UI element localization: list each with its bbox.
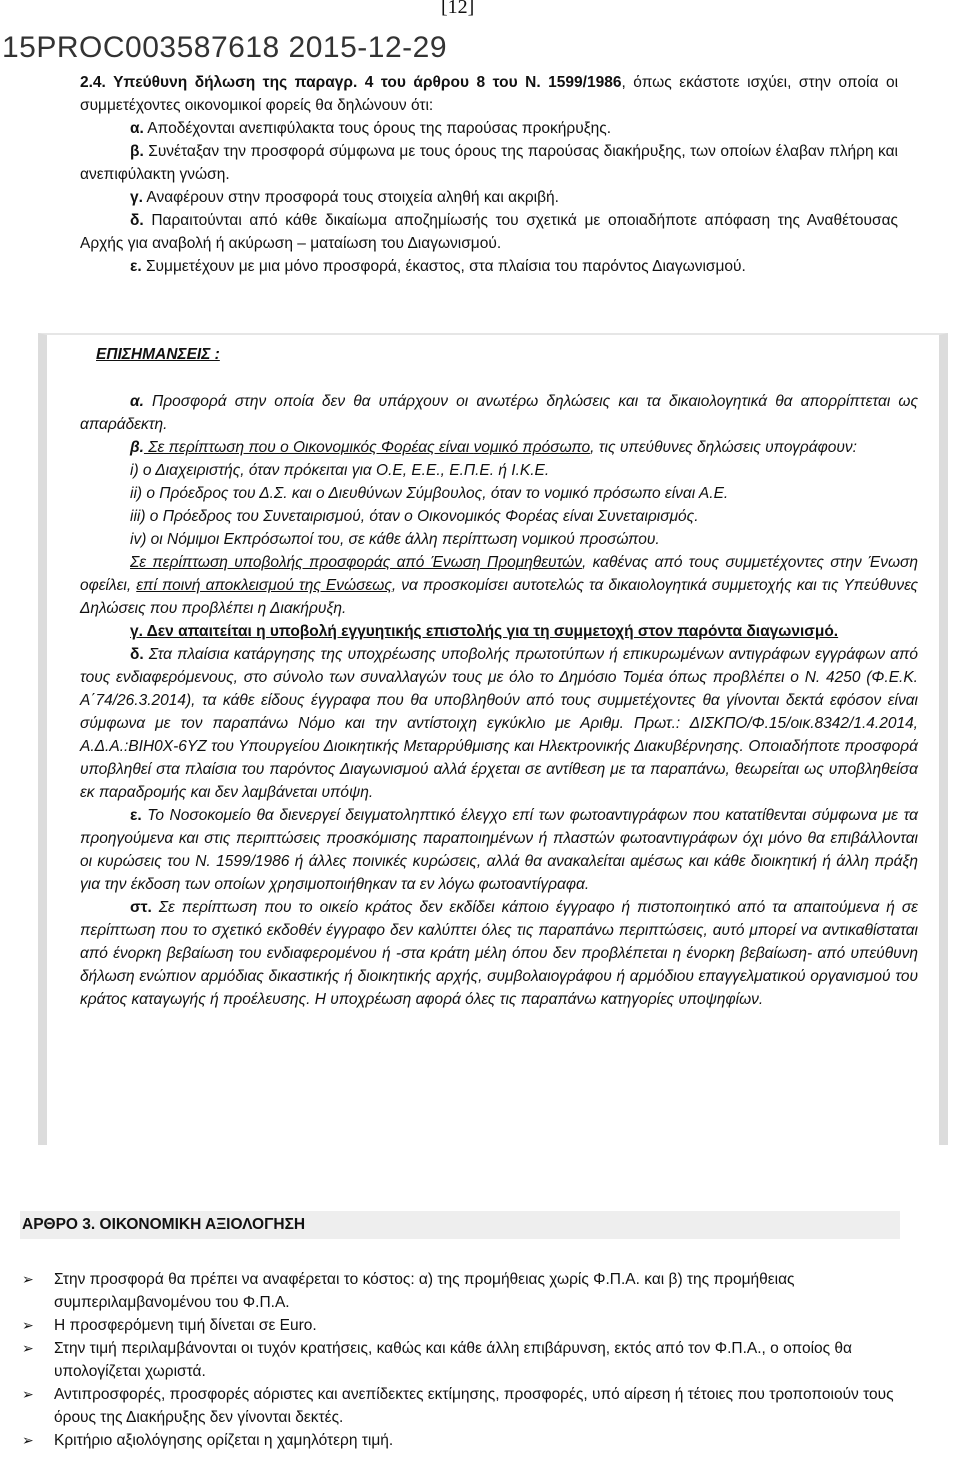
arrow-bullet-icon: ➢ (22, 1340, 34, 1356)
section-2-4 (80, 71, 898, 278)
page-number: [12] (441, 0, 475, 18)
declaration-item-a (80, 117, 898, 140)
bullet-text: Αντιπροσφορές, προσφορές αόριστες και ανεπίδεκτες εκτίμησης, προσφορές, υπό αίρεση ή τέτοιες που τροποποιούν τους όρους της Διακήρυξης δεν γίνονται δεκτές. (54, 1386, 894, 1426)
arrow-bullet-icon: ➢ (22, 1432, 34, 1448)
note-label: ε. (130, 807, 142, 824)
declaration-item-d (80, 209, 898, 255)
bullet-text: Στην προσφορά θα πρέπει να αναφέρεται το κόστος: α) της προμήθειας χωρίς Φ.Π.Α. και β) της προμήθειας συμπεριλαμβανομένου του Φ.Π.Α. (54, 1271, 795, 1311)
item-text: Αποδέχονται ανεπιφύλακτα τους όρους της παρούσας προκήρυξης. (143, 120, 612, 137)
section-2-4-title: 2.4. Υπεύθυνη δήλωση της παραγρ. 4 του άρθρου 8 του Ν. 1599/1986 (80, 74, 622, 91)
note-text: Προσφορά στην οποία δεν θα υπάρχουν οι ανωτέρω δηλώσεις και τα δικαιολογητικά θα απορρίπτεται ως απαράδεκτη. (80, 393, 918, 433)
declaration-item-e (80, 255, 898, 278)
role-iii: iii) ο Πρόεδρος του Συνεταιρισμού, όταν ο Οικονομικός Φορέας είναι Συνεταιρισμός. (130, 508, 699, 525)
bullet-text: Η προσφερόμενη τιμή δίνεται σε Euro. (54, 1317, 317, 1334)
note-text: Στα πλαίσια κατάργησης της υποχρέωσης υποβολής πρωτοτύπων ή επικυρωμένων αντιγράφων εγγράφων από τους ενδιαφερόμενους, στο σύνολο των συναλλαγών τους με όλο το Δημόσιο Τομέα όπως προβλέπει ο Ν. 4250 (Φ.Ε.Κ. Α΄74/26.3.2014), τα κάθε είδους έγγραφα που θα υποβληθούν από τους συμμετέχοντες θα γίνονται δεκτά εφόσον είναι σύμφωνα με τον παραπάνω Νόμο και την αντίστοιχη εγκύκλιο με Αριθμ. Πρωτ.: ΔΙΣΚΠΟ/Φ.15/οικ.8342/1.4.2014, Α.Δ.Α.:ΒΙΗ0Χ-6ΥΖ του Υπουργείου Διοικητικής Μεταρρύθμισης και Ηλεκτρονικής Διακυβέρνησης. Οποιαδήποτε προσφορά υποβληθεί στα πλαίσια του παρόντος Διαγωνισμού αλλά έρχεται σε αντίθεση με τα παραπάνω, θεωρείται ως υποβληθείσα εκ παραδρομής και δεν λαμβάνεται υπόψη. (80, 646, 918, 801)
document-id: 15PROC003587618 2015-12-29 (2, 31, 447, 64)
union-underlined: Σε περίπτωση υποβολής προσφοράς από Ένωση Προμηθευτών (130, 554, 582, 571)
section-2-4-intro-text: , όπως εκάστοτε ισχύει, στην οποία οι συμμετέχοντες οικονομικοί φορείς θα δηλώνουν ότι: (80, 74, 899, 114)
note-text: Σε περίπτωση που το οικείο κράτος δεν εκδίδει κάποιο έγγραφο ή πιστοποιητικό από τα απαιτούμενα ή σε περίπτωση που το σχετικό εκδοθέν έγγραφο δεν καλύπτει όλες τις παραπάνω περιπτώσεις, αυτό μπορεί να αντικαθίσταται από ένορκη βεβαίωση του ενδιαφερομένου ή -στα κράτη μέλη όπου δεν προβλέπεται η ένορκη βεβαίωση- από υπεύθυνη δήλωση ενώπιον αρμόδιας δικαστικής ή διοικητικής αρχής, συμβολαιογράφου ή αρμόδιου επαγγελματικού οργανισμού του κράτος καταγωγής ή προέλευσης. Η υποχρέωση αφορά όλες τις παραπάνω κατηγορίες υποψηφίων. (80, 899, 918, 1008)
bullet-item (22, 1314, 902, 1337)
arrow-bullet-icon: ➢ (22, 1271, 34, 1287)
bullet-item (22, 1337, 902, 1383)
note-a (80, 390, 918, 436)
note-label: δ. (130, 646, 144, 663)
item-label: ε. (130, 258, 142, 275)
note-b-legal-entity: νομικό πρόσωπο (473, 439, 591, 456)
note-b (80, 436, 918, 459)
bullet-text: Κριτήριο αξιολόγησης ορίζεται η χαμηλότερη τιμή. (54, 1432, 394, 1449)
item-label: δ. (130, 212, 144, 229)
bullet-item (22, 1429, 902, 1452)
arrow-bullet-icon: ➢ (22, 1386, 34, 1402)
declaration-item-c (80, 186, 898, 209)
bullet-text: Στην τιμή περιλαμβάνονται οι τυχόν κρατήσεις, καθώς και κάθε άλλη επιβάρυνση, εκτός από τον Φ.Π.Α., ο οποίος θα υπολογίζεται χωριστά. (54, 1340, 853, 1380)
role-iv: iv) οι Νόμιμοι Εκπρόσωποί του, σε κάθε άλλη περίπτωση νομικού προσώπου. (130, 531, 660, 548)
section-2-4-intro (80, 71, 898, 117)
note-label: στ. (130, 899, 152, 916)
declaration-item-b (80, 140, 898, 186)
note-e (80, 804, 918, 896)
notes-body (80, 390, 918, 1011)
role-ii: ii) ο Πρόεδρος του Δ.Σ. και ο Διευθύνων Σύμβουλος, όταν το νομικό πρόσωπο είναι Α.Ε. (130, 485, 729, 502)
role-i: i) ο Διαχειριστής, όταν πρόκειται για Ο.Ε, Ε.Ε., Ε.Π.Ε. ή Ι.Κ.Ε. (130, 462, 550, 479)
notes-heading-text: ΕΠΙΣΗΜΑΝΣΕΙΣ : (96, 346, 220, 363)
article-3-heading (20, 1211, 900, 1239)
note-b-underlined: Σε περίπτωση που ο Οικονομικός Φορέας είναι (143, 439, 474, 456)
note-label: β. (130, 439, 144, 456)
item-text: Συνέταξαν την προσφορά σύμφωνα με τους όρους της παρούσας διακήρυξης, των οποίων έλαβαν πλήρη και ανεπιφύλακτη γνώση. (80, 143, 898, 183)
arrow-bullet-icon: ➢ (22, 1317, 34, 1333)
union-text-2: , να προσκομίσει αυτοτελώς τα δικαιολογητικά συμμετοχής και τις Υπεύθυνες Δηλώσεις που προβλέπει η Διακήρυξη. (80, 577, 918, 617)
item-text: Συμμετέχουν με μια μόνο προσφορά, έκαστος, στα πλαίσια του παρόντος Διαγωνισμού. (141, 258, 746, 275)
note-union (80, 551, 918, 620)
note-text: , τις υπεύθυνες δηλώσεις υπογράφουν: (590, 439, 857, 456)
note-d (80, 643, 918, 804)
item-label: α. (130, 120, 144, 137)
item-text: Αναφέρουν στην προσφορά τους στοιχεία αληθή και ακριβή. (142, 189, 559, 206)
note-st (80, 896, 918, 1011)
article-3-title: ΑΡΘΡΟ 3. ΟΙΚΟΝΟΜΙΚΗ ΑΞΙΟΛΟΓΗΣΗ (22, 1216, 306, 1233)
note-g: γ. Δεν απαιτείται η υποβολή εγγυητικής επιστολής για τη συμμετοχή στον παρόντα διαγωνισμό. (130, 623, 839, 640)
bullet-item (22, 1268, 902, 1314)
notes-heading (96, 343, 914, 366)
union-penalty: επί ποινή αποκλεισμού της Ενώσεως (136, 577, 392, 594)
bullet-item (22, 1383, 902, 1429)
item-label: β. (130, 143, 144, 160)
item-label: γ. (130, 189, 143, 206)
note-label: α. (130, 393, 144, 410)
item-text: Παραιτούνται από κάθε δικαίωμα αποζημίωσής του σχετικά με οποιαδήποτε απόφαση της Αναθέτουσας Αρχής για αναβολή ή ακύρωση – ματαίωση του Διαγωνισμού. (80, 212, 898, 252)
union-text: , καθένας από τους συμμετέχοντες στην Ένωση οφείλει, (80, 554, 918, 594)
note-text: Το Νοσοκομείο θα διενεργεί δειγματοληπτικό έλεγχο επί των φωτοαντιγράφων που κατατίθενται σύμφωνα με τα προηγούμενα και στις περιπτώσεις προσκόμισης παραποιημένων ή πλαστών φωτοαντιγράφων όχι μόνο θα επιβάλλονται οι κυρώσεις του Ν. 1599/1986 ή άλλες ποινικές κυρώσεις, αλλά θα ανακαλείται αμέσως και κάθε διοικητική ή άλλη πράξη για την έκδοση των οποίων χρησιμοποιήθηκαν τα εν λόγω φωτοαντίγραφα. (80, 807, 918, 893)
